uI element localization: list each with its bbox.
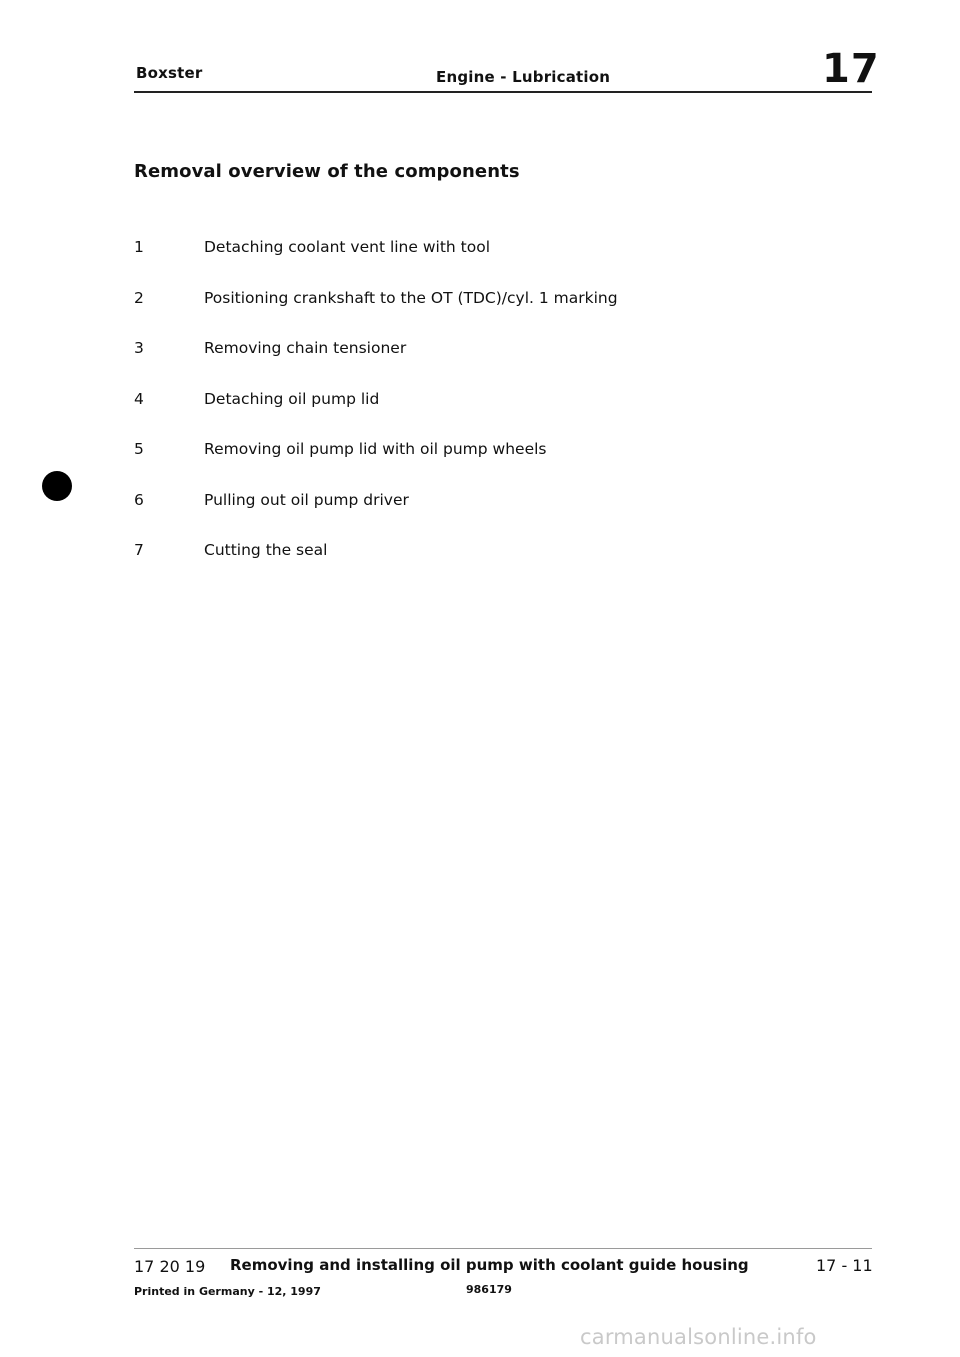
footer-title: Removing and installing oil pump with coolant guide housing — [230, 1256, 749, 1274]
footer-section-code: 17 20 19 — [134, 1257, 206, 1276]
watermark-text: carmanualsonline.info — [580, 1325, 817, 1349]
step-text: Removing oil pump lid with oil pump wheels — [204, 440, 547, 458]
header-section: Engine - Lubrication — [436, 68, 611, 86]
step-text: Removing chain tensioner — [204, 339, 407, 357]
step-text: Detaching coolant vent line with tool — [204, 238, 491, 256]
step-number: 2 — [134, 288, 144, 307]
step-number: 4 — [134, 389, 144, 408]
step-number: 3 — [134, 339, 144, 357]
footer-page-number: 17 - 11 — [816, 1256, 873, 1275]
footer-document-number: 986179 — [466, 1283, 512, 1296]
step-number: 7 — [134, 541, 144, 559]
section-heading: Removal overview of the components — [134, 161, 520, 182]
footer-rule — [134, 1248, 872, 1249]
step-text: Positioning crankshaft to the OT (TDC)/cyl. 1 marking — [204, 288, 618, 307]
step-number: 6 — [134, 490, 144, 509]
header-rule — [134, 91, 872, 93]
step-text: Cutting the seal — [204, 541, 328, 559]
step-text: Detaching oil pump lid — [204, 389, 380, 408]
step-text: Pulling out oil pump driver — [204, 490, 409, 509]
footer-printed-info: Printed in Germany - 12, 1997 — [134, 1285, 321, 1298]
header-chapter-number: 17 — [822, 46, 880, 92]
header-model: Boxster — [136, 64, 203, 82]
step-number: 1 — [134, 238, 144, 256]
binder-hole-dot — [42, 471, 72, 501]
step-number: 5 — [134, 440, 144, 458]
